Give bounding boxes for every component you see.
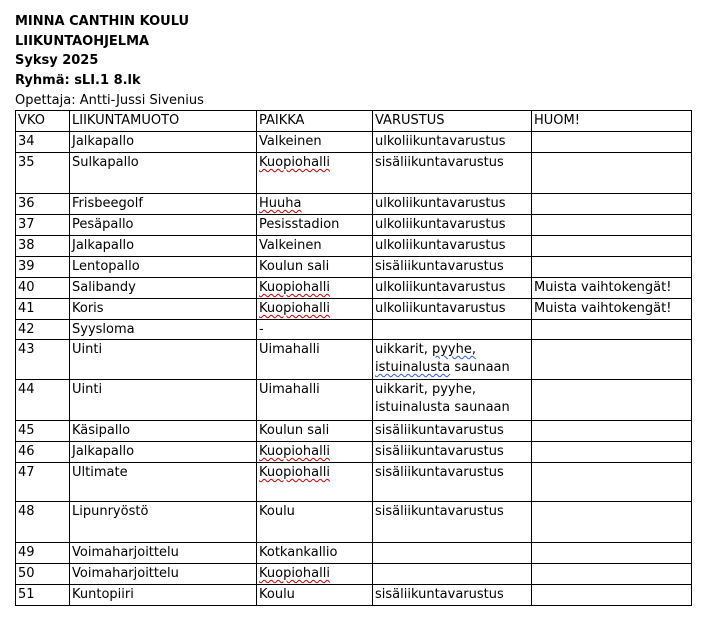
term-label: Syksy 2025 xyxy=(15,53,99,69)
cell-note xyxy=(532,153,692,194)
document-header xyxy=(15,12,204,111)
cell-gear: sisäliikuntavarustus xyxy=(373,442,532,463)
cell-week: 49 xyxy=(16,543,70,564)
cell-place xyxy=(257,299,373,320)
table-row xyxy=(16,564,692,585)
spellcheck-text: Kuopiohalli xyxy=(259,566,330,581)
cell-week: 46 xyxy=(16,442,70,463)
cell-place: Koulun sali xyxy=(257,421,373,442)
table-header-row xyxy=(16,111,692,132)
cell-note xyxy=(532,340,692,380)
cell-gear xyxy=(373,320,532,340)
cell-week: 34 xyxy=(16,132,70,153)
cell-gear xyxy=(373,380,532,421)
cell-week: 45 xyxy=(16,421,70,442)
table-row xyxy=(16,340,692,380)
cell-gear: ulkoliikuntavarustus xyxy=(373,236,532,257)
cell-note xyxy=(532,442,692,463)
grammar-check-text: istuinalusta xyxy=(375,360,451,375)
cell-week: 35 xyxy=(16,153,70,194)
cell-note xyxy=(532,257,692,278)
cell-note xyxy=(532,132,692,153)
cell-sport: Ultimate xyxy=(70,463,257,502)
table-row xyxy=(16,236,692,257)
teacher-label: Opettaja: Antti-Jussi Sivenius xyxy=(15,92,204,108)
cell-sport: Käsipallo xyxy=(70,421,257,442)
cell-place: Kotkankallio xyxy=(257,543,373,564)
cell-place: Valkeinen xyxy=(257,132,373,153)
gear-text: uikkarit, xyxy=(375,342,432,357)
cell-week: 50 xyxy=(16,564,70,585)
cell-place: Koulu xyxy=(257,502,373,543)
cell-gear: sisäliikuntavarustus xyxy=(373,502,532,543)
table-row xyxy=(16,153,692,194)
cell-week: 43 xyxy=(16,340,70,380)
cell-place: Pesisstadion xyxy=(257,215,373,236)
cell-week: 36 xyxy=(16,194,70,215)
cell-gear xyxy=(373,340,532,380)
cell-week: 47 xyxy=(16,463,70,502)
table-row xyxy=(16,502,692,543)
cell-gear: ulkoliikuntavarustus xyxy=(373,278,532,299)
cell-sport: Koris xyxy=(70,299,257,320)
cell-note xyxy=(532,543,692,564)
cell-sport: Lentopallo xyxy=(70,257,257,278)
cell-place: Uimahalli xyxy=(257,340,373,380)
cell-note xyxy=(532,564,692,585)
grammar-check-text: pyyhe, xyxy=(431,342,476,357)
cell-gear: sisäliikuntavarustus xyxy=(373,421,532,442)
cell-note xyxy=(532,421,692,442)
cell-note xyxy=(532,502,692,543)
group-label: Ryhmä: sLI.1 8.lk xyxy=(15,73,141,89)
cell-note xyxy=(532,380,692,421)
gear-text: saunaan xyxy=(450,360,510,375)
cell-place: - xyxy=(257,320,373,340)
gear-text: istuinalusta saunaan xyxy=(375,400,510,415)
cell-sport: Frisbeegolf xyxy=(70,194,257,215)
cell-gear: ulkoliikuntavarustus xyxy=(373,194,532,215)
table-row xyxy=(16,380,692,421)
table-row xyxy=(16,543,692,564)
cell-note: Muista vaihtokengät! xyxy=(532,278,692,299)
cell-gear: sisäliikuntavarustus xyxy=(373,153,532,194)
column-header-gear: VARUSTUS xyxy=(373,111,532,132)
gear-text: uikkarit, pyyhe, xyxy=(375,382,476,397)
spellcheck-text: Kuopiohalli xyxy=(259,301,330,316)
column-header-week: VKO xyxy=(16,111,70,132)
cell-sport: Voimaharjoittelu xyxy=(70,543,257,564)
cell-place: Valkeinen xyxy=(257,236,373,257)
spellcheck-text: Huuha xyxy=(259,196,302,211)
cell-sport: Lipunryöstö xyxy=(70,502,257,543)
cell-gear xyxy=(373,564,532,585)
cell-gear: sisäliikuntavarustus xyxy=(373,257,532,278)
cell-sport: Sulkapallo xyxy=(70,153,257,194)
program-title: LIIKUNTAOHJELMA xyxy=(15,33,150,49)
cell-sport: Jalkapallo xyxy=(70,236,257,257)
cell-note xyxy=(532,194,692,215)
table-row xyxy=(16,299,692,320)
spellcheck-text: Kuopiohalli xyxy=(259,155,330,170)
cell-gear: ulkoliikuntavarustus xyxy=(373,132,532,153)
cell-place xyxy=(257,153,373,194)
cell-week: 48 xyxy=(16,502,70,543)
table-row xyxy=(16,278,692,299)
cell-week: 40 xyxy=(16,278,70,299)
cell-sport: Syysloma xyxy=(70,320,257,340)
cell-gear xyxy=(373,543,532,564)
cell-sport: Kuntopiiri xyxy=(70,585,257,606)
cell-place xyxy=(257,564,373,585)
cell-place xyxy=(257,463,373,502)
spellcheck-text: Kuopiohalli xyxy=(259,444,330,459)
cell-note xyxy=(532,236,692,257)
cell-sport: Uinti xyxy=(70,340,257,380)
cell-week: 44 xyxy=(16,380,70,421)
cell-sport: Uinti xyxy=(70,380,257,421)
schedule-table xyxy=(15,110,692,606)
cell-place xyxy=(257,194,373,215)
table-row xyxy=(16,132,692,153)
cell-sport: Salibandy xyxy=(70,278,257,299)
cell-sport: Voimaharjoittelu xyxy=(70,564,257,585)
cell-week: 51 xyxy=(16,585,70,606)
table-row xyxy=(16,585,692,606)
cell-gear: ulkoliikuntavarustus xyxy=(373,215,532,236)
column-header-note: HUOM! xyxy=(532,111,692,132)
cell-gear: ulkoliikuntavarustus xyxy=(373,299,532,320)
column-header-sport: LIIKUNTAMUOTO xyxy=(70,111,257,132)
table-row xyxy=(16,215,692,236)
cell-gear: sisäliikuntavarustus xyxy=(373,585,532,606)
cell-note xyxy=(532,215,692,236)
cell-place: Uimahalli xyxy=(257,380,373,421)
cell-note xyxy=(532,320,692,340)
cell-place xyxy=(257,442,373,463)
table-row xyxy=(16,421,692,442)
table-row xyxy=(16,442,692,463)
cell-sport: Jalkapallo xyxy=(70,442,257,463)
cell-sport: Jalkapallo xyxy=(70,132,257,153)
school-name: MINNA CANTHIN KOULU xyxy=(15,14,190,29)
spellcheck-text: Kuopiohalli xyxy=(259,280,330,295)
cell-sport: Pesäpallo xyxy=(70,215,257,236)
table-row xyxy=(16,320,692,340)
cell-place: Koulu xyxy=(257,585,373,606)
cell-week: 42 xyxy=(16,320,70,340)
column-header-place: PAIKKA xyxy=(257,111,373,132)
table-row xyxy=(16,463,692,502)
cell-week: 41 xyxy=(16,299,70,320)
table-row xyxy=(16,257,692,278)
cell-week: 38 xyxy=(16,236,70,257)
cell-note xyxy=(532,463,692,502)
cell-note: Muista vaihtokengät! xyxy=(532,299,692,320)
cell-gear: sisäliikuntavarustus xyxy=(373,463,532,502)
cell-place xyxy=(257,278,373,299)
table-row xyxy=(16,194,692,215)
cell-week: 37 xyxy=(16,215,70,236)
cell-place: Koulun sali xyxy=(257,257,373,278)
cell-note xyxy=(532,585,692,606)
cell-week: 39 xyxy=(16,257,70,278)
spellcheck-text: Kuopiohalli xyxy=(259,465,330,480)
